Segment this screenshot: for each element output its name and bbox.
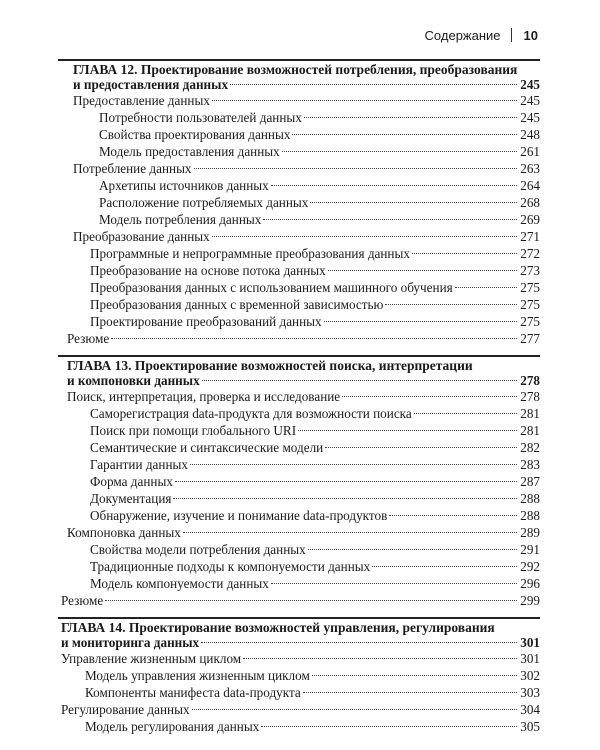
leader-dots	[212, 100, 517, 101]
chapter-title-line2: и компоновки данных	[67, 373, 200, 388]
entry-title: Резюме	[61, 593, 104, 608]
leader-dots	[372, 566, 517, 567]
chapter-13	[58, 355, 540, 609]
toc-entry[interactable]	[58, 422, 540, 439]
toc-entry[interactable]	[58, 228, 540, 245]
chapter-title-line2: и предоставления данных	[73, 77, 229, 92]
chapter-rule	[58, 355, 540, 357]
leader-dots	[105, 600, 517, 601]
entry-page: 302	[520, 668, 540, 683]
entry-page: 288	[520, 491, 540, 506]
entry-title: Поиск при помощи глобального URI	[90, 423, 297, 438]
leader-dots	[202, 380, 518, 381]
toc-entry[interactable]	[58, 541, 540, 558]
entry-title: Модель регулирования данных	[85, 719, 260, 734]
entry-page: 248	[520, 127, 540, 142]
leader-dots	[261, 726, 517, 727]
entry-title: Резюме	[67, 331, 110, 346]
toc-entry[interactable]	[58, 109, 540, 126]
entry-title: Традиционные подходы к компонуемости данных	[90, 559, 371, 574]
leader-dots	[282, 151, 517, 152]
entry-page: 292	[520, 559, 540, 574]
leader-dots	[455, 287, 518, 288]
leader-dots	[304, 117, 517, 118]
toc-entry[interactable]	[58, 388, 540, 405]
entry-title: Компоновка данных	[67, 525, 181, 540]
leader-dots	[308, 549, 517, 550]
leader-dots	[412, 253, 517, 254]
leader-dots	[243, 658, 517, 659]
chapter-12	[58, 59, 540, 347]
leader-dots	[298, 430, 517, 431]
entry-title: Потребление данных	[73, 161, 192, 176]
entry-page: 272	[520, 246, 540, 261]
entry-title: Архетипы источников данных	[99, 178, 269, 193]
toc-entry[interactable]	[58, 160, 540, 177]
entry-page: 289	[520, 525, 540, 540]
entry-title: Семантические и синтаксические модели	[90, 440, 324, 455]
entry-page: 271	[520, 229, 540, 244]
toc-entry[interactable]	[58, 558, 540, 575]
entry-page: 275	[520, 280, 540, 295]
toc-entry[interactable]	[58, 650, 540, 667]
leader-dots	[271, 583, 517, 584]
entry-page: 269	[520, 212, 540, 227]
chapter-title-line1: ГЛАВА 14. Проектирование возможностей управления, регулирования	[61, 620, 495, 635]
entry-page: 278	[520, 389, 540, 404]
leader-dots	[414, 413, 517, 414]
entry-title: Преобразования данных с временной зависимостью	[90, 297, 384, 312]
entry-page: 282	[520, 440, 540, 455]
entry-page: 264	[520, 178, 540, 193]
entry-title: Модель предоставления данных	[99, 144, 280, 159]
chapter-title-line1: ГЛАВА 13. Проектирование возможностей поиска, интерпретации	[67, 358, 473, 373]
entry-title: Компоненты манифеста data-продукта	[85, 685, 301, 700]
entry-title: Модель компонуемости данных	[90, 576, 269, 591]
chapter-page: 245	[520, 77, 540, 92]
entry-page: 275	[520, 297, 540, 312]
leader-dots	[328, 270, 518, 271]
toc-entry[interactable]	[58, 279, 540, 296]
entry-title: Документация	[90, 491, 172, 506]
entry-title: Преобразования данных с использованием машинного обучения	[90, 280, 453, 295]
leader-dots	[111, 338, 517, 339]
chapter-title-line1: ГЛАВА 12. Проектирование возможностей потребления, преобразования	[73, 62, 518, 77]
toc-entry[interactable]	[58, 718, 540, 735]
entry-title: Форма данных	[90, 474, 173, 489]
entry-title: Поиск, интерпретация, проверка и исследование	[67, 389, 341, 404]
toc-entry[interactable]	[58, 143, 540, 160]
entry-title: Преобразование на основе потока данных	[90, 263, 326, 278]
entry-page: 261	[520, 144, 540, 159]
chapter-title[interactable]	[58, 59, 540, 92]
header-divider	[511, 28, 512, 42]
entry-title: Модель потребления данных	[99, 212, 262, 227]
leader-dots	[385, 304, 517, 305]
entry-page: 268	[520, 195, 540, 210]
toc-entry[interactable]	[58, 126, 540, 143]
chapter-title[interactable]	[58, 617, 540, 650]
leader-dots	[190, 464, 517, 465]
toc-entry[interactable]	[58, 684, 540, 701]
leader-dots	[192, 709, 518, 710]
entry-page: 281	[520, 423, 540, 438]
entry-title: Свойства проектирования данных	[99, 127, 291, 142]
toc-entry[interactable]	[58, 262, 540, 279]
toc-entry[interactable]	[58, 507, 540, 524]
leader-dots	[303, 692, 517, 693]
leader-dots	[183, 532, 517, 533]
header-title: Содержание	[424, 27, 501, 43]
leader-dots	[263, 219, 517, 220]
leader-dots	[201, 642, 517, 643]
entry-title: Потребности пользователей данных	[99, 110, 302, 125]
leader-dots	[212, 236, 517, 237]
chapter-page: 278	[520, 373, 540, 388]
toc-entry[interactable]	[58, 92, 540, 109]
leader-dots	[175, 481, 517, 482]
entry-title: Саморегистрация data-продукта для возможности поиска	[90, 406, 412, 421]
toc-entry[interactable]	[58, 177, 540, 194]
toc-entry[interactable]	[58, 194, 540, 211]
entry-title: Свойства модели потребления данных	[90, 542, 306, 557]
entry-page: 304	[520, 702, 540, 717]
toc-entry[interactable]	[58, 490, 540, 507]
entry-title: Регулирование данных	[61, 702, 190, 717]
leader-dots	[324, 321, 518, 322]
leader-dots	[292, 134, 517, 135]
leader-dots	[230, 84, 517, 85]
running-header	[425, 26, 538, 44]
entry-title: Проектирование преобразований данных	[90, 314, 322, 329]
toc-entry[interactable]	[58, 456, 540, 473]
toc-entry[interactable]	[58, 524, 540, 541]
chapter-title[interactable]	[58, 355, 540, 388]
entry-title: Преобразование данных	[73, 229, 210, 244]
leader-dots	[194, 168, 518, 169]
leader-dots	[312, 675, 517, 676]
leader-dots	[271, 185, 517, 186]
entry-page: 291	[520, 542, 540, 557]
chapter-title-line2: и мониторинга данных	[61, 635, 200, 650]
entry-page: 281	[520, 406, 540, 421]
chapter-rule	[58, 617, 540, 619]
entry-page: 263	[520, 161, 540, 176]
toc-entry[interactable]	[58, 245, 540, 262]
entry-title: Расположение потребляемых данных	[99, 195, 309, 210]
entry-page: 305	[520, 719, 540, 734]
entry-page: 283	[520, 457, 540, 472]
toc-entry[interactable]	[58, 330, 540, 347]
entry-page: 277	[520, 331, 540, 346]
entry-title: Программные и непрограммные преобразования данных	[90, 246, 410, 261]
toc-entry[interactable]	[58, 211, 540, 228]
entry-title: Обнаружение, изучение и понимание data-продуктов	[90, 508, 388, 523]
entry-page: 273	[520, 263, 540, 278]
entry-page: 299	[520, 593, 540, 608]
leader-dots	[173, 498, 517, 499]
entry-page: 287	[520, 474, 540, 489]
leader-dots	[389, 515, 517, 516]
entry-page: 296	[520, 576, 540, 591]
leader-dots	[325, 447, 517, 448]
entry-page: 301	[520, 651, 540, 666]
leader-dots	[310, 202, 517, 203]
entry-page: 303	[520, 685, 540, 700]
toc-entry[interactable]	[58, 592, 540, 609]
toc-entry[interactable]	[58, 575, 540, 592]
chapter-page: 301	[520, 635, 540, 650]
entry-title: Управление жизненным циклом	[61, 651, 242, 666]
table-of-contents	[58, 54, 540, 735]
entry-title: Модель управления жизненным циклом	[85, 668, 310, 683]
toc-entry[interactable]	[58, 439, 540, 456]
toc-entry[interactable]	[58, 473, 540, 490]
chapter-14	[58, 617, 540, 735]
toc-entry[interactable]	[58, 405, 540, 422]
toc-entry[interactable]	[58, 296, 540, 313]
entry-page: 245	[520, 93, 540, 108]
entry-title: Предоставление данных	[73, 93, 210, 108]
toc-entry[interactable]	[58, 701, 540, 718]
chapter-rule	[58, 59, 540, 61]
entry-title: Гарантии данных	[90, 457, 188, 472]
entry-page: 288	[520, 508, 540, 523]
leader-dots	[342, 396, 517, 397]
toc-entry[interactable]	[58, 667, 540, 684]
entry-page: 245	[520, 110, 540, 125]
page-number: 10	[523, 27, 538, 43]
entry-page: 275	[520, 314, 540, 329]
toc-entry[interactable]	[58, 313, 540, 330]
